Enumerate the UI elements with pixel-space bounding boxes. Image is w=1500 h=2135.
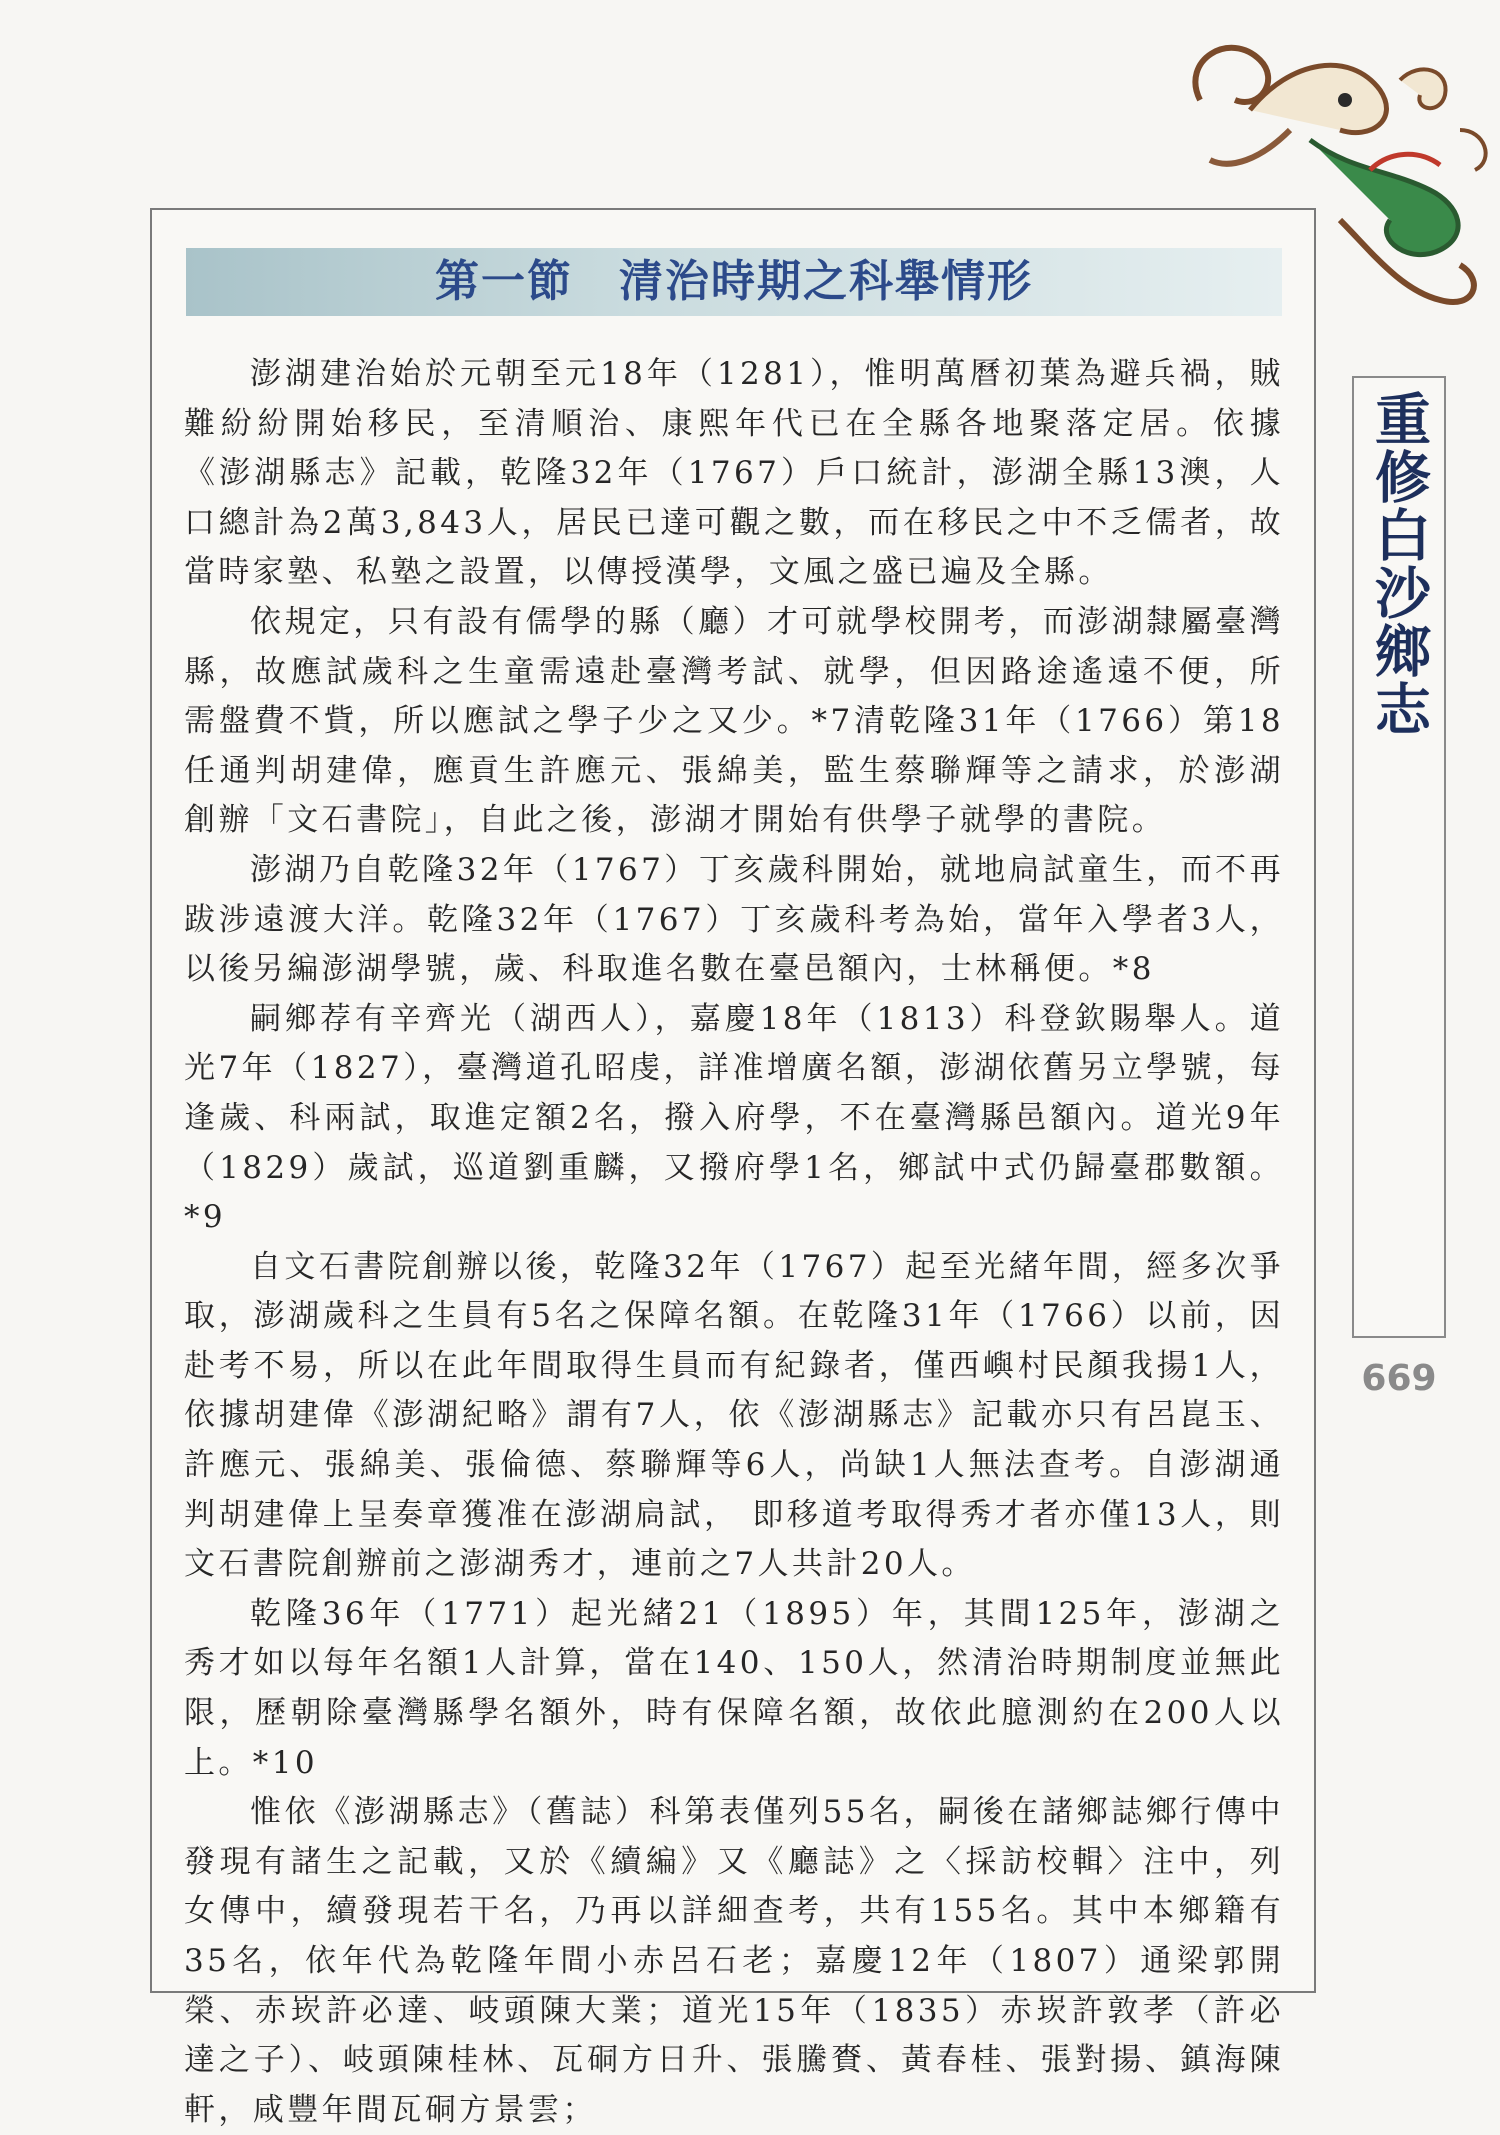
paragraph: 澎湖乃自乾隆32年（1767）丁亥歲科開始，就地扃試童生，而不再跋涉遠渡大洋。乾隆32年（1767）丁亥歲科考為始，當年入學者3人，以後另編澎湖學號，歲、科取進名數在臺邑額內，士林稱便。*8 [184,851,1284,988]
paragraph: 依規定，只有設有儒學的縣（廳）才可就學校開考，而澎湖隸屬臺灣縣，故應試歲科之生童需遠赴臺灣考試、就學，但因路途遙遠不便，所需盤費不貲，所以應試之學子少之又少。*7清乾隆31年（1766）第18任通判胡建偉，應貢生許應元、張綿美，監生蔡聯輝等之請求，於澎湖創辦「文石書院」，自此之後，澎湖才開始有供學子就學的書院。 [184,603,1284,839]
paragraph: 自文石書院創辦以後，乾隆32年（1767）起至光緒年間，經多次爭取，澎湖歲科之生員有5名之保障名額。在乾隆31年（1766）以前，因赴考不易，所以在此年間取得生員而有紀錄者，僅西嶼村民顏我揚1人，依據胡建偉《澎湖紀略》謂有7人，依《澎湖縣志》記載亦只有呂崑玉、許應元、張綿美、張倫德、蔡聯輝等6人，尚缺1人無法查考。自澎湖通判胡建偉上呈奏章獲准在澎湖扃試， 即移道考取得秀才者亦僅13人，則文石書院創辦前之澎湖秀才，連前之7人共計20人。 [184,1248,1284,1583]
body-text [184,350,1284,2135]
paragraph: 嗣鄉荐有辛齊光（湖西人），嘉慶18年（1813）科登欽賜舉人。道光7年（1827），臺灣道孔昭虔，詳准增廣名額，澎湖依舊另立學號，每逢歲、科兩試，取進定額2名，撥入府學，不在臺灣縣邑額內。道光9年（1829）歲試，巡道劉重麟，又撥府學1名，鄉試中式仍歸臺郡數額。*9 [184,1000,1284,1236]
paragraph: 惟依《澎湖縣志》（舊誌）科第表僅列55名，嗣後在諸鄉誌鄉行傳中發現有諸生之記載，又於《續編》又《廳誌》之〈採訪校輯〉注中，列女傳中，續發現若干名，乃再以詳細查考，共有155名。其中本鄉籍有35名，依年代為乾隆年間小赤呂石老；嘉慶12年（1807）通梁郭開榮、赤崁許必達、岐頭陳大業；道光15年（1835）赤崁許敦孝（許必達之子）、岐頭陳桂林、瓦硐方日升、張騰賚、黃春桂、張對揚、鎮海陳軒，咸豐年間瓦硐方景雲； [184,1794,1284,2128]
paragraph: 乾隆36年（1771）起光緒21（1895）年，其間125年，澎湖之秀才如以每年名額1人計算，當在140、150人，然清治時期制度並無此限，歷朝除臺灣縣學名額外，時有保障名額，故依此臆測約在200人以上。*10 [184,1595,1284,1781]
book-title: 重修白沙鄉志 [1366,390,1432,738]
paragraph: 澎湖建治始於元朝至元18年（1281），惟明萬曆初葉為避兵禍，賊難紛紛開始移民，至清順治、康熙年代已在全縣各地聚落定居。依據《澎湖縣志》記載，乾隆32年（1767）戶口統計，澎湖全縣13澳，人口總計為2萬3,843人，居民已達可觀之數，而在移民之中不乏儒者，故當時家塾、私塾之設置，以傳授漢學，文風之盛已遍及全縣。 [184,356,1284,591]
section-title: 第一節 清治時期之科舉情形 [435,256,1033,307]
page-number: 669 [1361,1358,1437,1399]
